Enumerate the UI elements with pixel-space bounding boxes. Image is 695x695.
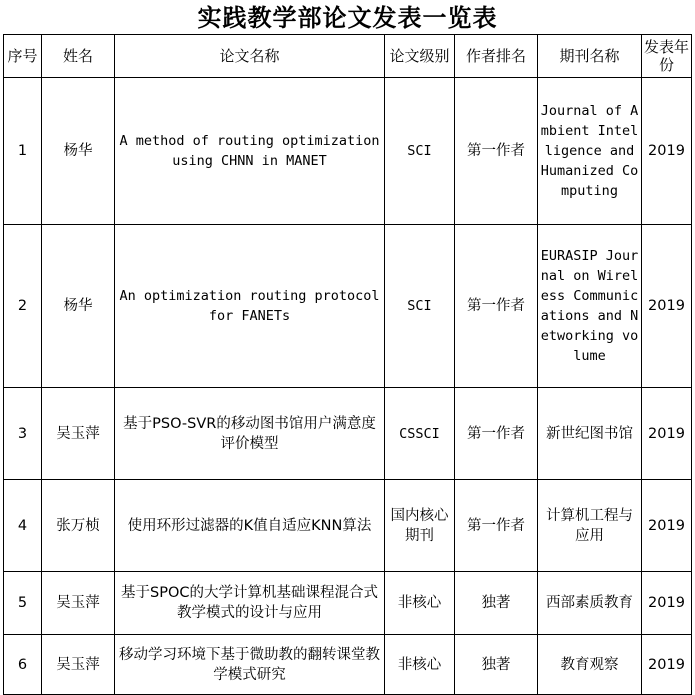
cell-year: 2019: [642, 388, 692, 480]
cell-name: 张万桢: [42, 480, 115, 572]
cell-name: 吴玉萍: [42, 388, 115, 480]
cell-paper: An optimization routing protocol for FANETs: [115, 225, 385, 388]
table-row: [4, 78, 692, 225]
cell-rank: 第一作者: [455, 78, 538, 225]
cell-paper: 使用环形过滤器的K值自适应KNN算法: [115, 480, 385, 572]
cell-paper: 基于SPOC的大学计算机基础课程混合式教学模式的设计与应用: [115, 572, 385, 635]
header-row: [4, 35, 692, 78]
header-journal: 期刊名称: [538, 35, 642, 78]
cell-rank: 第一作者: [455, 388, 538, 480]
papers-table: [3, 34, 692, 695]
cell-name: 吴玉萍: [42, 635, 115, 695]
cell-rank: 第一作者: [455, 225, 538, 388]
cell-rank: 独著: [455, 572, 538, 635]
cell-name: 吴玉萍: [42, 572, 115, 635]
cell-paper: A method of routing optimization using CHNN in MANET: [115, 78, 385, 225]
cell-year: 2019: [642, 635, 692, 695]
cell-journal: Journal of Ambient Intelligence and Humanized Computing: [538, 78, 642, 225]
header-no: 序号: [4, 35, 42, 78]
cell-level: CSSCI: [385, 388, 455, 480]
header-name: 姓名: [42, 35, 115, 78]
table-row: [4, 635, 692, 695]
cell-paper: 移动学习环境下基于微助教的翻转课堂教学模式研究: [115, 635, 385, 695]
table-row: [4, 480, 692, 572]
header-paper: 论文名称: [115, 35, 385, 78]
table-row: [4, 225, 692, 388]
cell-year: 2019: [642, 480, 692, 572]
cell-no: 3: [4, 388, 42, 480]
cell-level: 非核心: [385, 572, 455, 635]
table-row: [4, 572, 692, 635]
page-title: 实践教学部论文发表一览表: [197, 4, 498, 32]
header-year: 发表年份: [642, 35, 692, 78]
cell-rank: 第一作者: [455, 480, 538, 572]
cell-year: 2019: [642, 572, 692, 635]
cell-no: 5: [4, 572, 42, 635]
header-level: 论文级别: [385, 35, 455, 78]
cell-year: 2019: [642, 225, 692, 388]
cell-level: SCI: [385, 78, 455, 225]
cell-no: 1: [4, 78, 42, 225]
cell-no: 4: [4, 480, 42, 572]
cell-no: 6: [4, 635, 42, 695]
cell-journal: 计算机工程与应用: [538, 480, 642, 572]
cell-journal: 新世纪图书馆: [538, 388, 642, 480]
cell-paper: 基于PSO-SVR的移动图书馆用户满意度评价模型: [115, 388, 385, 480]
cell-level: 非核心: [385, 635, 455, 695]
cell-journal: EURASIP Journal on Wireless Communications and Networking volume: [538, 225, 642, 388]
cell-journal: 教育观察: [538, 635, 642, 695]
header-rank: 作者排名: [455, 35, 538, 78]
cell-name: 杨华: [42, 225, 115, 388]
cell-level: SCI: [385, 225, 455, 388]
cell-level: 国内核心期刊: [385, 480, 455, 572]
cell-no: 2: [4, 225, 42, 388]
cell-year: 2019: [642, 78, 692, 225]
cell-rank: 独著: [455, 635, 538, 695]
table-row: [4, 388, 692, 480]
cell-journal: 西部素质教育: [538, 572, 642, 635]
cell-name: 杨华: [42, 78, 115, 225]
